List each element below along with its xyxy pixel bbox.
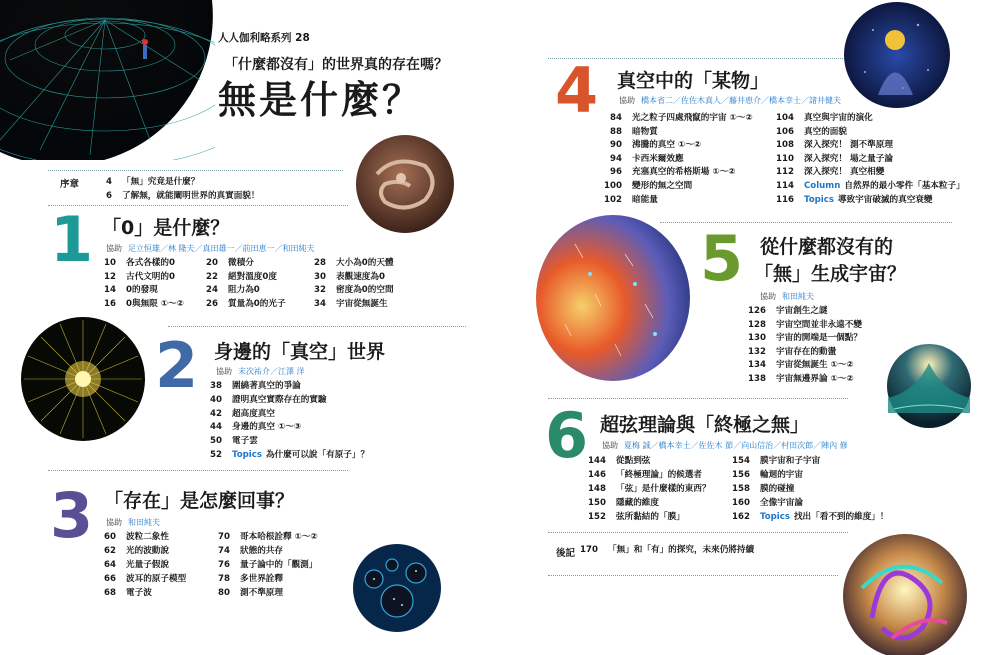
toc-page-number: 116: [776, 194, 794, 205]
toc-entry-title: 從點到弦: [616, 456, 651, 466]
afterword-page: 170: [580, 545, 598, 555]
toc-page-number: 78: [218, 574, 230, 585]
toc-entry-title: 古代文明的0: [126, 271, 175, 282]
toc-entry-title: 電子波: [126, 588, 152, 599]
toc-tag: Topics: [804, 194, 834, 205]
toc-entry-title: 密度為0的空間: [336, 285, 394, 296]
toc-entry: [772, 166, 884, 179]
toc-entry: [728, 497, 803, 510]
toc-entry: [208, 531, 318, 544]
toc-entry: [94, 531, 169, 544]
collab-label: 協助: [619, 96, 635, 105]
toc-page-number: 20: [206, 258, 218, 268]
chapter-5-collaborators: [760, 291, 814, 302]
toc-page-number: 154: [732, 456, 750, 466]
toc-entry-title: 身邊的真空 ①～③: [232, 422, 302, 433]
toc-entry: [196, 271, 277, 284]
toc-page-number: 52: [210, 450, 222, 460]
collab-label: 協助: [760, 292, 776, 301]
toc-entry: [772, 139, 893, 152]
toc-page-number: 156: [732, 470, 750, 480]
toc-entry-title: 質量為0的光子: [228, 298, 286, 309]
toc-entry: [772, 153, 893, 166]
toc-entry-title: 宇宙存在的動盪: [776, 346, 837, 357]
toc-page-number: 158: [732, 484, 750, 494]
toc-entry: [744, 359, 854, 372]
toc-entry-title: 充塞真空的希格斯場 ①～②: [632, 167, 736, 178]
toc-page-number: 162: [732, 512, 750, 522]
toc-page-number: 68: [104, 588, 116, 599]
toc-entry-title: 測不準原理: [240, 588, 283, 599]
collab-names: 足立恒雄／林 隆夫／真田雄一／前田恵一／和田純夫: [128, 244, 315, 253]
toc-page-number: 134: [748, 360, 766, 371]
toc-entry: [304, 298, 388, 311]
toc-page-number: 112: [776, 167, 794, 178]
toc-page-number: 114: [776, 181, 794, 191]
toc-entry-title: 變形的無之空間: [632, 181, 693, 191]
toc-entry-title: 真空的面貌: [804, 126, 847, 137]
toc-page-number: 76: [218, 560, 230, 571]
toc-entry-title: 宇宙從無誕生 ①～②: [776, 360, 854, 371]
toc-entry-title: 0與無限 ①～②: [126, 298, 184, 309]
chapter-5-title-line-2: 「無」生成宇宙？: [754, 263, 907, 285]
page-subtitle: 「什麼都沒有」的世界真的存在嗎？: [224, 57, 448, 73]
toc-entry: [772, 126, 847, 139]
toc-entry-title: 光之粒子四處飛竄的宇宙 ①～②: [632, 113, 753, 123]
chapter-4-number: 4: [555, 54, 599, 127]
toc-page-number: 106: [776, 126, 794, 137]
collab-label: 協助: [106, 244, 122, 253]
toc-entry-title: 宇宙的開端是一個點？: [776, 333, 862, 344]
toc-entry: [600, 139, 701, 152]
chapter-6-title: 超弦理論與「終極之無」: [600, 414, 810, 436]
collab-names: 和田純夫: [782, 292, 814, 301]
toc-entry: [200, 435, 258, 448]
toc-page-number: 150: [588, 498, 606, 508]
toc-entry: [772, 112, 873, 125]
toc-page-number: 24: [206, 285, 218, 296]
toc-page-number: 66: [104, 574, 116, 585]
toc-page-number: 94: [610, 153, 622, 164]
cosmic-figure-illustration: [843, 0, 951, 110]
chapter-4-title: 真空中的「某物」: [617, 70, 770, 92]
toc-entry-title: 暗能量: [632, 194, 658, 205]
toc-entry: [584, 497, 659, 510]
collab-label: 協助: [106, 518, 122, 527]
particle-vacuum-illustration: [535, 214, 691, 382]
toc-page-number: 138: [748, 374, 766, 384]
black-hole-grid-illustration: [0, 0, 215, 160]
chapter-6-number: 6: [545, 399, 589, 472]
toc-entry-title: 弦所黏結的「膜」: [616, 512, 685, 522]
series-label: 人人伽利略系列 28: [218, 32, 310, 44]
toc-entry: [196, 298, 286, 311]
toc-entry-title: 隱藏的維度: [616, 498, 659, 508]
chapter-1-number: 1: [50, 203, 94, 276]
toc-entry: [728, 483, 794, 496]
chapter-2-collaborators: [216, 366, 305, 377]
toc-page-number: 12: [104, 271, 116, 282]
toc-page-number: 108: [776, 140, 794, 151]
toc-page-number: 102: [604, 194, 622, 205]
toc-entry-title: 膜的碰撞: [760, 484, 795, 494]
toc-entry: [728, 455, 820, 468]
toc-page-number: 4: [106, 177, 112, 187]
toc-entry: [94, 284, 158, 297]
toc-entry: [90, 190, 260, 203]
toc-entry-title: 找出「看不到的維度」！: [793, 512, 889, 522]
toc-entry: [94, 559, 169, 572]
toc-entry: [584, 469, 702, 482]
toc-entry-title: 「無」究竟是什麼？: [122, 177, 200, 187]
afterword-text: 「無」和「有」的探究，未來仍將持續: [608, 545, 755, 555]
toc-entry-title: 深入探究！ 測不準原理: [804, 140, 893, 151]
toc-entry-title: 阻力為0: [228, 285, 260, 296]
toc-entry: [196, 257, 254, 270]
toc-page-number: 64: [104, 560, 116, 571]
toc-page-number: 6: [106, 190, 112, 201]
toc-page-number: 32: [314, 285, 326, 296]
toc-page-number: 160: [732, 498, 750, 508]
toc-page-number: 44: [210, 422, 222, 433]
toc-entry-title: 深入探究！ 真空相變: [804, 167, 885, 178]
afterword-entry: [576, 544, 754, 557]
toc-entry-title: 為什麼可以說「有原子」？: [265, 450, 370, 460]
toc-entry-title: 「終極理論」的候選者: [616, 470, 702, 480]
toc-entry: [304, 284, 394, 297]
toc-entry: [196, 284, 260, 297]
toc-entry: [600, 166, 735, 179]
toc-entry: [600, 153, 684, 166]
chapter-3-collaborators: [106, 517, 160, 528]
chapter-1-title: 「0」是什麼？: [102, 217, 230, 239]
toc-entry-title: 光量子假說: [126, 560, 169, 571]
toc-entry: [94, 257, 175, 270]
toc-page-number: 80: [218, 588, 230, 599]
toc-page-number: 26: [206, 298, 218, 309]
toc-entry-title: 卡西米爾效應: [632, 153, 684, 164]
chapter-5-title-line-1: 從什麼都沒有的: [760, 236, 894, 258]
toc-page-number: 14: [104, 285, 116, 296]
chapter-4-collaborators: [619, 95, 841, 106]
toc-entry: [304, 257, 394, 270]
toc-entry-title: 圍繞著真空的爭論: [232, 381, 301, 391]
toc-entry-title: 真空與宇宙的演化: [804, 113, 873, 123]
toc-page-number: 84: [610, 113, 622, 123]
toc-entry-title: 表觀速度為0: [336, 271, 385, 282]
toc-entry-title: 宇宙從無誕生: [336, 298, 388, 309]
multiverse-bubbles-illustration: [352, 543, 442, 633]
toc-page-number: 50: [210, 436, 222, 447]
toc-page-number: 144: [588, 456, 606, 466]
toc-entry: [200, 408, 275, 421]
page-title: 無是什麼？: [218, 78, 424, 122]
stone-carving-illustration: [355, 134, 455, 234]
toc-entry: [208, 559, 317, 572]
toc-page-number: 42: [210, 408, 222, 419]
toc-entry: [208, 587, 283, 600]
collab-names: 末次祐介／江澤 洋: [238, 367, 305, 376]
toc-page-number: 128: [748, 319, 766, 330]
toc-entry: [744, 373, 854, 386]
toc-entry-title: 0的發現: [126, 285, 158, 296]
toc-entry: [584, 511, 685, 524]
toc-entry: [600, 194, 658, 207]
toc-entry: [200, 449, 369, 462]
toc-entry: [744, 346, 836, 359]
toc-tag: Column: [804, 181, 841, 191]
chapter-3-title: 「存在」是怎麼回事？: [104, 490, 295, 512]
toc-entry-title: 暗物質: [632, 126, 658, 137]
toc-entry-title: 輪迴的宇宙: [760, 470, 803, 480]
chapter-6-collaborators: [602, 440, 848, 451]
collab-names: 橋本省二／佐佐木真人／藤井恵介／橋本幸士／諸井健夫: [641, 96, 841, 105]
toc-page-number: 146: [588, 470, 606, 480]
collab-label: 協助: [602, 441, 618, 450]
toc-entry: [200, 421, 301, 434]
toc-entry: [600, 126, 658, 139]
toc-entry: [200, 380, 301, 393]
toc-page-number: 148: [588, 484, 606, 494]
toc-entry-title: 深入探究！ 場之量子論: [804, 153, 893, 164]
toc-page-number: 70: [218, 532, 230, 542]
toc-entry-title: 宇宙無邊界論 ①～②: [776, 374, 854, 384]
toc-entry: [94, 587, 152, 600]
toc-entry: [744, 332, 862, 345]
toc-page-number: 126: [748, 306, 766, 316]
toc-entry-title: 哥本哈根詮釋 ①～②: [240, 532, 318, 542]
toc-entry-title: 證明真空實際存在的實驗: [232, 394, 327, 405]
toc-entry: [600, 112, 753, 125]
toc-entry-title: 各式各樣的0: [126, 258, 175, 268]
toc-entry-title: 微積分: [228, 258, 254, 268]
toc-entry-title: 膜宇宙和子宇宙: [760, 456, 821, 466]
toc-entry-title: 多世界詮釋: [240, 574, 283, 585]
toc-entry: [94, 545, 169, 558]
chapter-3-number: 3: [50, 479, 94, 552]
toc-entry: [600, 180, 692, 193]
toc-entry: [208, 573, 283, 586]
toc-page-number: 16: [104, 298, 116, 309]
toc-page-number: 22: [206, 271, 218, 282]
collab-label: 協助: [216, 367, 232, 376]
toc-entry-title: 電子雲: [232, 436, 258, 447]
toc-page-number: 30: [314, 271, 326, 282]
toc-page-number: 62: [104, 546, 116, 557]
toc-entry: [94, 573, 186, 586]
toc-entry: [94, 271, 175, 284]
toc-entry: [728, 511, 888, 524]
chapter-5-number: 5: [700, 222, 744, 295]
toc-entry: [90, 176, 199, 189]
toc-page-number: 34: [314, 298, 326, 309]
toc-entry-title: 導致宇宙破滅的真空衰變: [837, 194, 933, 205]
chapter-2-number: 2: [155, 329, 199, 402]
chapter-1-collaborators: [106, 243, 315, 254]
toc-entry-title: 全像宇宙論: [760, 498, 803, 508]
toc-entry: [584, 483, 711, 496]
toc-entry-title: 自然界的最小零件「基本粒子」: [844, 181, 965, 191]
toc-page-number: 10: [104, 258, 116, 268]
toc-entry-title: 宇宙創生之謎: [776, 306, 828, 316]
toc-entry: [772, 194, 932, 207]
toc-page-number: 96: [610, 167, 622, 178]
toc-entry-title: 量子論中的「觀測」: [240, 560, 318, 571]
superstring-illustration: [842, 528, 968, 655]
energy-burst-illustration: [20, 316, 146, 442]
toc-page-number: 152: [588, 512, 606, 522]
toc-entry-title: 波耳的原子模型: [126, 574, 187, 585]
toc-entry-title: 波粒二象性: [126, 532, 169, 542]
toc-entry: [94, 298, 184, 311]
toc-entry: [208, 545, 283, 558]
chapter-2-title: 身邊的「真空」世界: [214, 341, 386, 363]
toc-page-number: 60: [104, 532, 116, 542]
toc-entry: [744, 305, 828, 318]
toc-page-number: 130: [748, 333, 766, 344]
toc-entry: [584, 455, 650, 468]
toc-entry: [728, 469, 803, 482]
toc-entry-title: 大小為0的天體: [336, 258, 394, 268]
toc-entry: [200, 394, 327, 407]
toc-page-number: 90: [610, 140, 622, 151]
toc-tag: Topics: [232, 450, 262, 460]
collab-names: 和田純夫: [128, 518, 160, 527]
toc-page-number: 40: [210, 394, 222, 405]
collab-names: 夏梅 誠／橋本幸士／佐佐木 節／向山信治／村田次郎／陣內 修: [624, 441, 848, 450]
toc-page-number: 100: [604, 181, 622, 191]
toc-entry: [304, 271, 385, 284]
toc-entry: [744, 319, 862, 332]
toc-page-number: 38: [210, 381, 222, 391]
toc-entry-title: 了解無，就能闡明世界的真實面貌！: [122, 190, 260, 201]
toc-entry: [772, 180, 965, 193]
toc-entry-title: 「弦」是什麼樣的東西？: [616, 484, 711, 494]
toc-entry-title: 超高度真空: [232, 408, 275, 419]
afterword-label: 後記: [556, 548, 576, 559]
toc-entry-title: 光的波動說: [126, 546, 169, 557]
toc-page-number: 110: [776, 153, 794, 164]
toc-entry-title: 狀態的共存: [240, 546, 283, 557]
toc-entry-title: 沸騰的真空 ①～②: [632, 140, 702, 151]
prologue-label: 序章: [60, 179, 80, 190]
toc-page-number: 74: [218, 546, 230, 557]
toc-page-number: 104: [776, 113, 794, 123]
toc-tag: Topics: [760, 512, 790, 522]
toc-entry-title: 宇宙空間並非永遠不變: [776, 319, 862, 330]
toc-entry-title: 絕對溫度0度: [228, 271, 277, 282]
toc-page-number: 132: [748, 346, 766, 357]
toc-page-number: 88: [610, 126, 622, 137]
universe-birth-landscape-illustration: [886, 343, 972, 429]
toc-page-number: 28: [314, 258, 326, 268]
